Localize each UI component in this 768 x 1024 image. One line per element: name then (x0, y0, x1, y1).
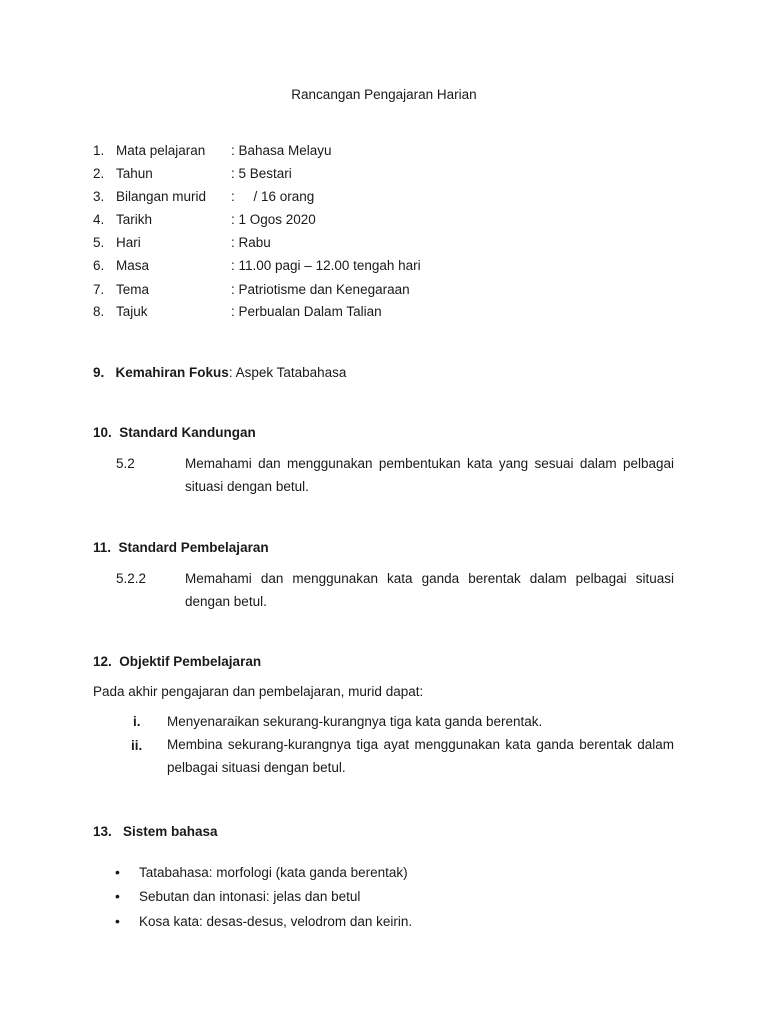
standard-kandungan-code: 5.2 (116, 456, 135, 471)
section-objektif-pembelajaran: 12. Objektif Pembelajaran (93, 654, 262, 669)
document-title: Rancangan Pengajaran Harian (291, 87, 477, 102)
standard-pembelajaran-text: Memahami dan menggunakan kata ganda berentak dalam pelbagai situasi dengan betul. (185, 571, 674, 609)
info-value-masa: : 11.00 pagi – 12.00 tengah hari (231, 258, 421, 273)
objektif-item-number: i. (133, 714, 141, 729)
section-heading: Kemahiran Fokus (115, 365, 229, 380)
info-label-bilangan-murid: Bilangan murid (116, 189, 207, 204)
list-item: Sebutan dan intonasi: jelas dan betul (139, 889, 361, 904)
info-number: 8. (93, 304, 105, 319)
info-number: 4. (93, 212, 105, 227)
info-label-hari: Hari (116, 235, 141, 250)
section-kemahiran-fokus (93, 364, 346, 382)
info-value-tema: : Patriotisme dan Kenegaraan (231, 282, 410, 297)
objektif-intro: Pada akhir pengajaran dan pembelajaran, murid dapat: (93, 684, 424, 699)
info-label-mata-pelajaran: Mata pelajaran (116, 143, 206, 158)
info-value-mata-pelajaran: : Bahasa Melayu (231, 143, 332, 158)
bullet-icon: • (115, 888, 120, 904)
section-standard-kandungan: 10. Standard Kandungan (93, 425, 256, 440)
info-value-tahun: : 5 Bestari (231, 166, 292, 181)
info-value-bilangan-murid: : / 16 orang (231, 189, 315, 204)
bullet-icon: • (115, 913, 120, 929)
objektif-item-text: Membina sekurang-kurangnya tiga ayat menggunakan kata ganda berentak dalam pelbagai situasi dengan betul. (167, 737, 674, 775)
info-number: 1. (93, 143, 105, 158)
kemahiran-fokus-value: : Aspek Tatabahasa (228, 365, 347, 380)
info-label-tarikh: Tarikh (116, 212, 153, 227)
list-item: Tatabahasa: morfologi (kata ganda berentak) (139, 865, 408, 880)
info-label-tema: Tema (116, 282, 150, 297)
section-sistem-bahasa: 13. Sistem bahasa (93, 824, 218, 839)
section-standard-pembelajaran: 11. Standard Pembelajaran (93, 540, 269, 555)
info-value-hari: : Rabu (231, 235, 271, 250)
bullet-icon: • (115, 864, 120, 880)
info-label-tahun: Tahun (116, 166, 153, 181)
info-number: 5. (93, 235, 105, 250)
objektif-item-number: ii. (131, 738, 143, 753)
standard-kandungan-text: Memahami dan menggunakan pembentukan kata yang sesuai dalam pelbagai situasi dengan betul. (185, 456, 674, 494)
info-label-masa: Masa (116, 258, 150, 273)
info-number: 6. (93, 258, 105, 273)
section-number: 9. (93, 365, 105, 380)
info-number: 7. (93, 282, 105, 297)
info-number: 3. (93, 189, 105, 204)
info-value-tajuk: : Perbualan Dalam Talian (231, 304, 382, 319)
list-item: Kosa kata: desas-desus, velodrom dan keirin. (139, 914, 413, 929)
info-value-tarikh: : 1 Ogos 2020 (231, 212, 316, 227)
info-number: 2. (93, 166, 105, 181)
info-label-tajuk: Tajuk (116, 304, 148, 319)
standard-pembelajaran-code: 5.2.2 (116, 571, 147, 586)
objektif-item-text: Menyenaraikan sekurang-kurangnya tiga kata ganda berentak. (167, 714, 543, 729)
